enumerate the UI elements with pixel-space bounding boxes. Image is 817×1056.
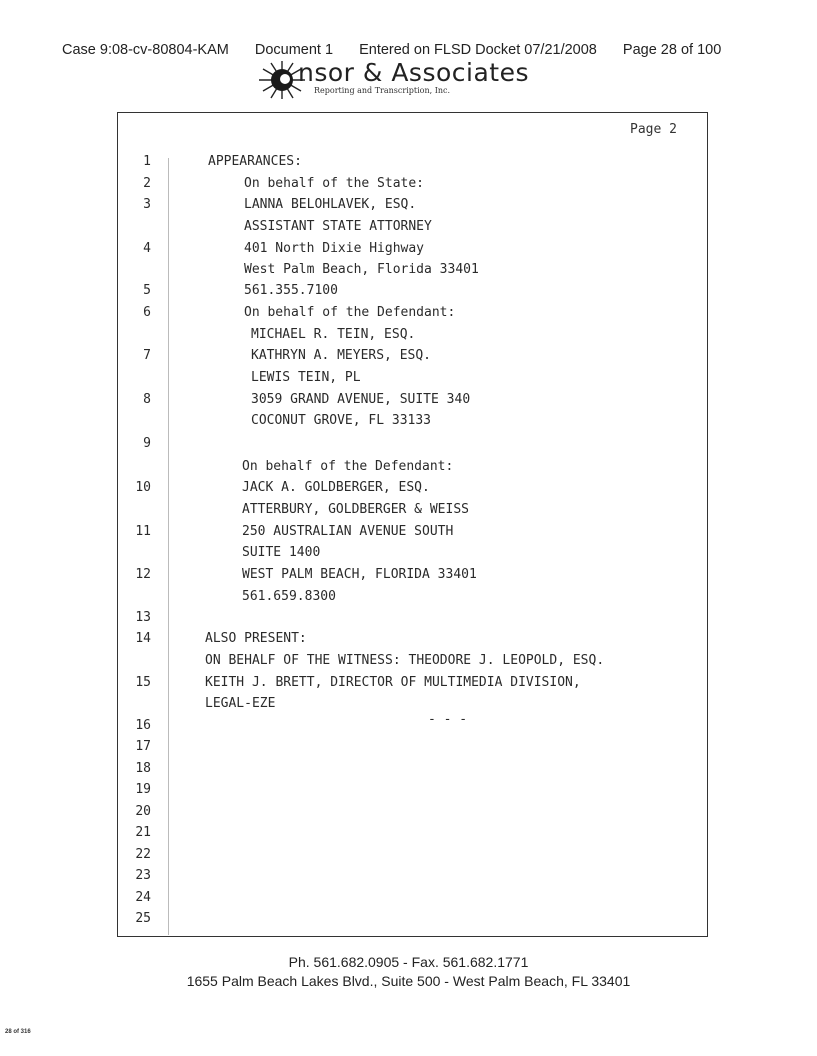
line-number: 5 [143,283,151,298]
case-number: Case 9:08-cv-80804-KAM [62,42,229,58]
transcript-line: JACK A. GOLDBERGER, ESQ. [242,480,430,495]
footer-phone: Ph. 561.682.0905 - Fax. 561.682.1771 [288,954,529,970]
company-tagline: Reporting and Transcription, Inc. [314,86,451,95]
document-number: Document 1 [254,42,334,58]
transcript-line: ATTERBURY, GOLDBERGER & WEISS [242,502,469,517]
transcript-line: On behalf of the Defendant: [242,459,454,474]
transcript-line: West Palm Beach, Florida 33401 [244,262,479,277]
section-divider: - - - [428,712,468,727]
line-number: 14 [135,631,151,646]
line-number: 10 [135,480,151,495]
company-logo [258,60,558,100]
line-number: 19 [135,782,151,797]
line-number: 4 [143,241,151,256]
transcript-page-label: Page 2 [630,122,677,137]
line-number: 25 [135,911,151,926]
transcript-line: 401 North Dixie Highway [244,241,425,256]
line-number: 24 [135,890,151,905]
transcript-line: LEGAL-EZE [205,696,276,711]
transcript-line: ON BEHALF OF THE WITNESS: THEODORE J. LEOPOLD, ESQ. [205,653,605,668]
transcript-line: 250 AUSTRALIAN AVENUE SOUTH [242,524,454,539]
page-count: Page 28 of 100 [622,42,722,58]
line-number: 11 [135,524,151,539]
transcript-line: ASSISTANT STATE ATTORNEY [244,219,432,234]
case-header [62,42,762,58]
transcript-line: MICHAEL R. TEIN, ESQ. [251,327,416,342]
page-stamp: 28 of 316 [5,1029,31,1035]
line-number: 20 [135,804,151,819]
transcript-line: 3059 GRAND AVENUE, SUITE 340 [251,392,471,407]
transcript-line: KATHRYN A. MEYERS, ESQ. [251,348,432,363]
line-number: 21 [135,825,151,840]
line-number: 6 [143,305,151,320]
transcript-line: On behalf of the State: [244,176,425,191]
transcript-line: On behalf of the Defendant: [244,305,456,320]
line-number: 1 [143,154,151,169]
transcript-line: 561.659.8300 [242,589,336,604]
transcript-line: LEWIS TEIN, PL [251,370,361,385]
line-number: 9 [143,436,151,451]
line-number: 13 [135,610,151,625]
line-number: 22 [135,847,151,862]
line-number: 12 [135,567,151,582]
transcript-line: 561.355.7100 [244,283,338,298]
transcript-line: LANNA BELOHLAVEK, ESQ. [244,197,417,212]
line-number: 2 [143,176,151,191]
transcript-line: WEST PALM BEACH, FLORIDA 33401 [242,567,477,582]
line-number: 7 [143,348,151,363]
line-number: 16 [135,718,151,733]
transcript-line: APPEARANCES: [208,154,302,169]
company-name: nsor & Associates [298,58,529,87]
line-number: 18 [135,761,151,776]
transcript-line: COCONUT GROVE, FL 33133 [251,413,432,428]
transcript-line: KEITH J. BRETT, DIRECTOR OF MULTIMEDIA DIVISION, [205,675,581,690]
transcript-line: SUITE 1400 [242,545,321,560]
line-number: 8 [143,392,151,407]
transcript-line: ALSO PRESENT: [205,631,307,646]
docket-entry: Entered on FLSD Docket 07/21/2008 [359,42,597,58]
line-number: 15 [135,675,151,690]
line-number: 3 [143,197,151,212]
line-number: 23 [135,868,151,883]
footer-address: 1655 Palm Beach Lakes Blvd., Suite 500 - West Palm Beach, FL 33401 [186,973,631,989]
line-number: 17 [135,739,151,754]
